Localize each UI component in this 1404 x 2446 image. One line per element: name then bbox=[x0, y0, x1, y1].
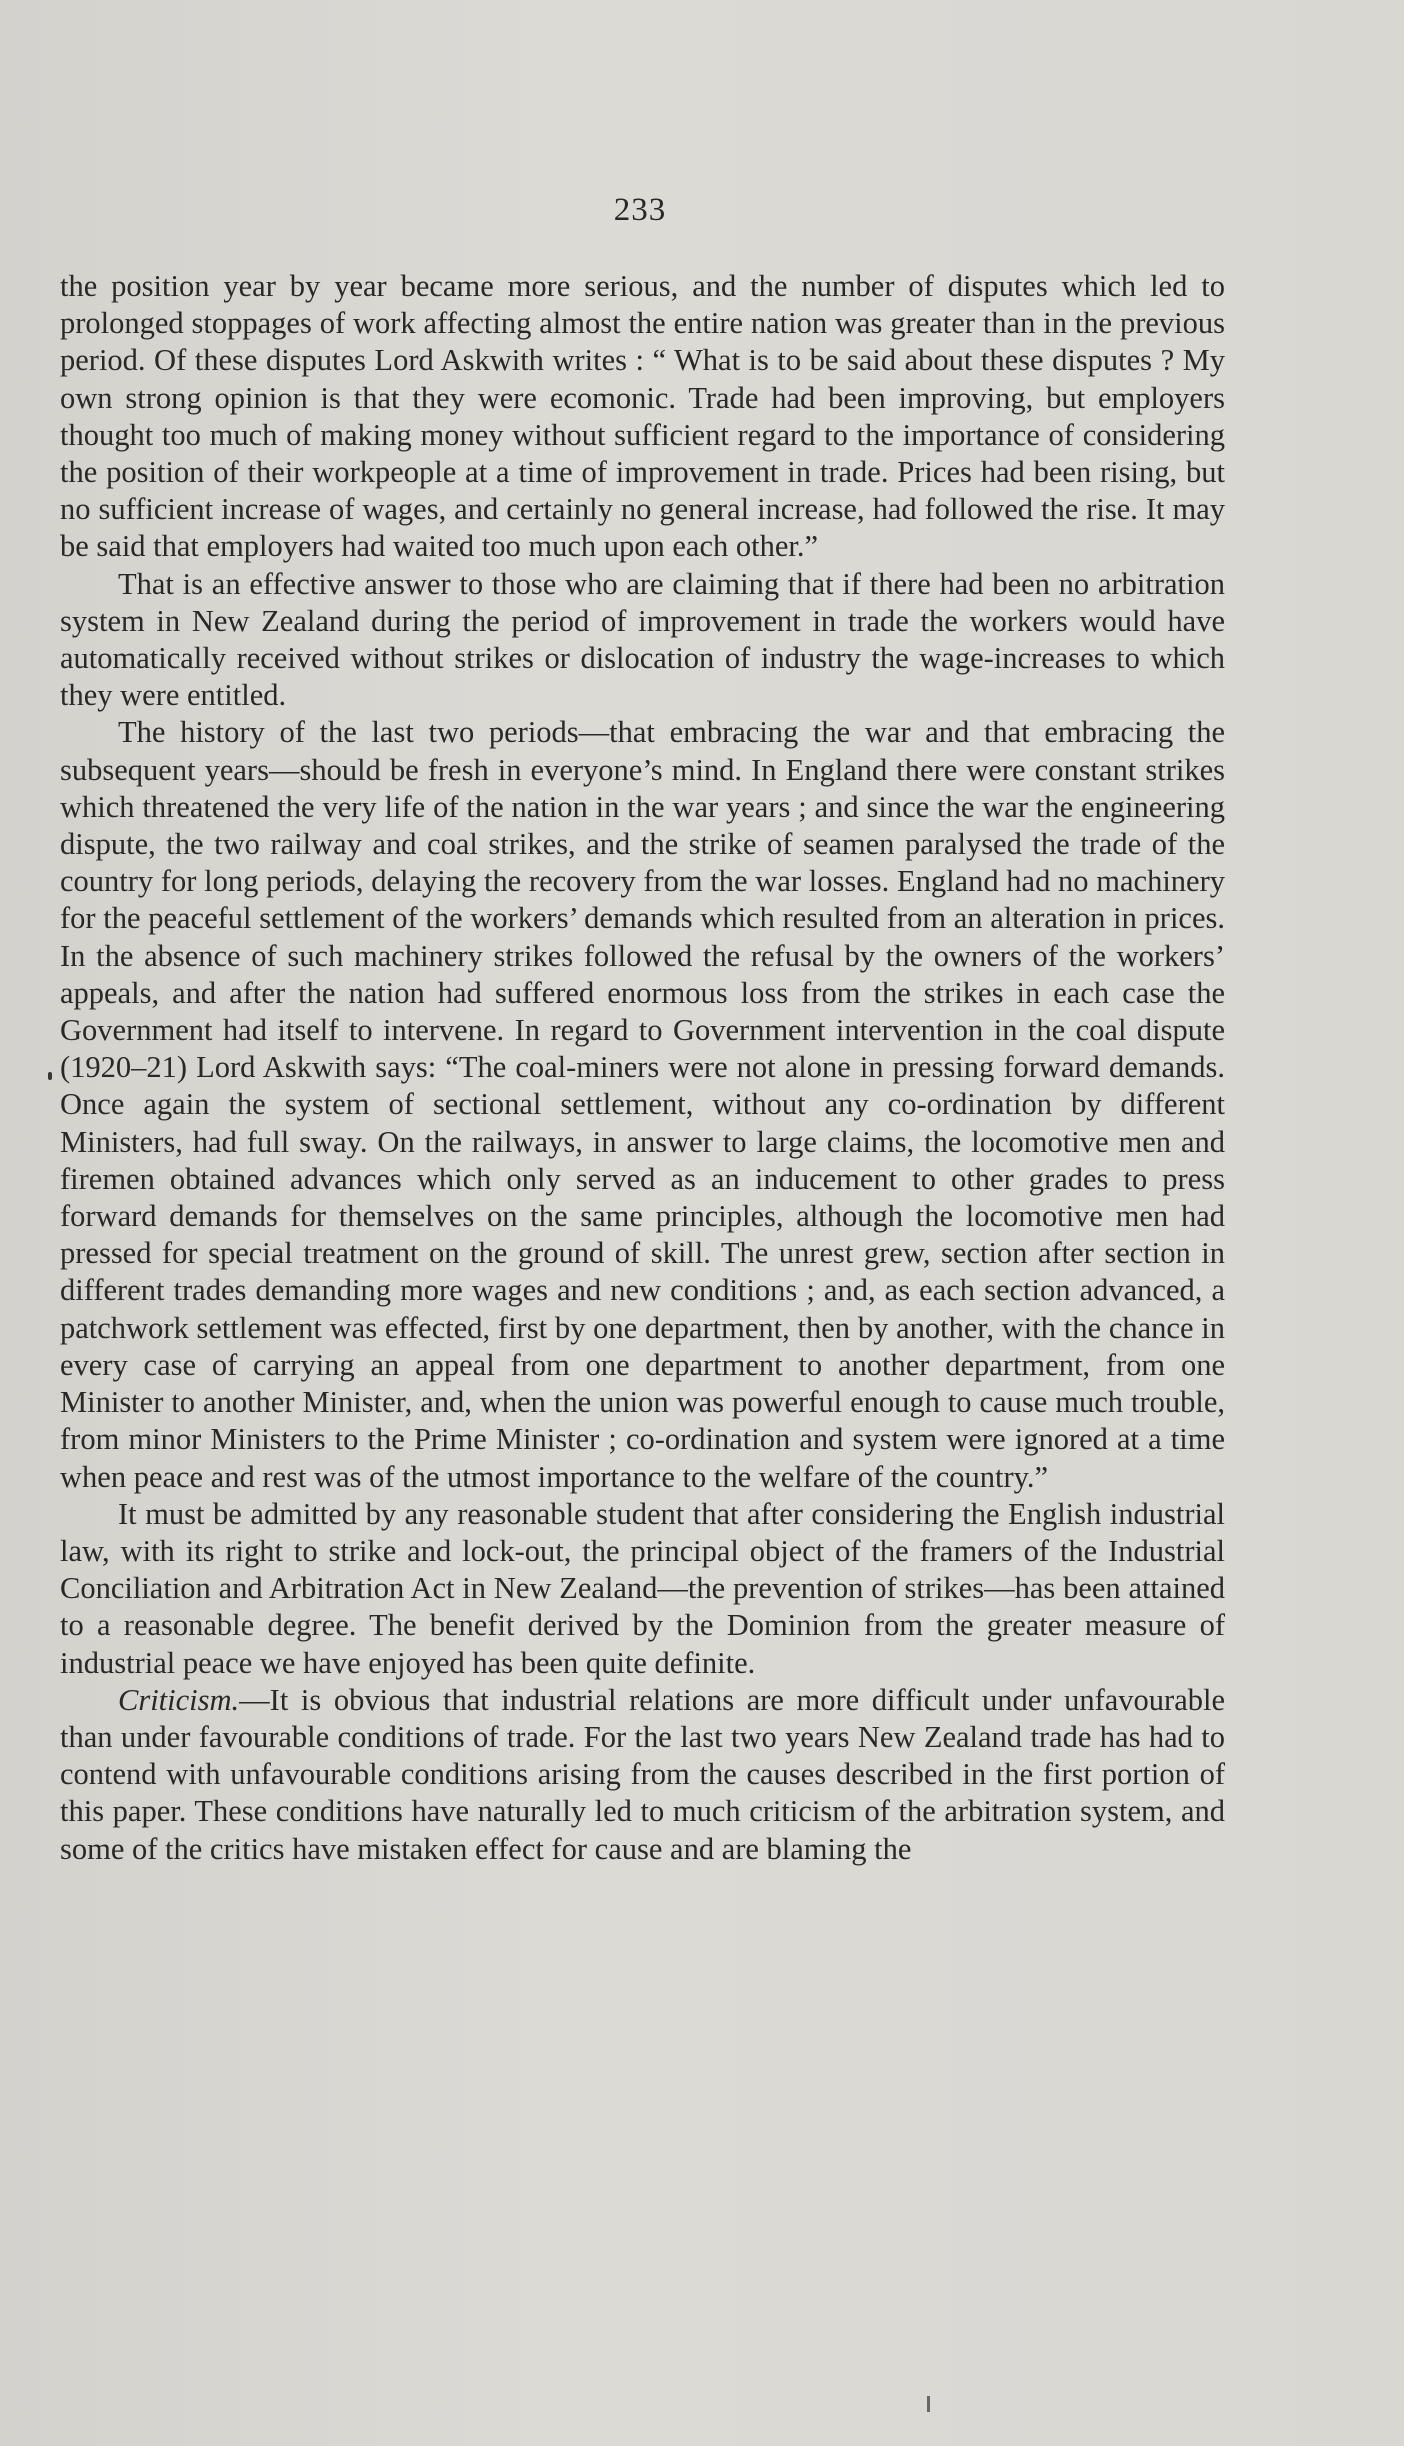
margin-mark bbox=[48, 1072, 52, 1080]
run-in-heading: Criticism. bbox=[118, 1682, 240, 1717]
paragraph-1: the position year by year became more serious, and the number of disputes which led to prolonged stoppages of work affecting almost the entire nation was greater than in the previous period. Of these disputes Lord Askwith writes : “ What is to be said about these disputes ? My own strong opinion is that they were ecomonic. Trade had been improving, but employers thought too much of making money without sufficient regard to the importance of considering the position of their workpeople at a time of improvement in trade. Prices had been rising, but no sufficient increase of wages, and certainly no general increase, had followed the rise. It may be said that employers had waited too much upon each other.” bbox=[60, 269, 1225, 564]
page-number: 233 bbox=[613, 192, 667, 228]
paragraph-5 bbox=[60, 1682, 1225, 1868]
paragraph-3: The history of the last two periods—that embracing the war and that embracing the subsequent years—should be fresh in everyone’s mind. In England there were constant strikes which threatened the very life of the nation in the war years ; and since the war the engineering dispute, the two railway and coal strikes, and the strike of seamen paralysed the trade of the country for long periods, delaying the recovery from the war losses. England had no machinery for the peaceful settlement of the workers’ demands which resulted from an alteration in prices. In the absence of such machinery strikes followed the refusal by the owners of the workers’ appeals, and after the nation had suffered enormous loss from the strikes in each case the Government had itself to intervene. In regard to Government intervention in the coal dispute (1920–21) Lord Askwith says: “The coal-miners were not alone in pressing forward demands. Once again the system of sectional settlement, without any co-ordination by different Ministers, had full sway. On the railways, in answer to large claims, the locomotive men and firemen obtained advances which only served as an inducement to other grades to press forward demands for themselves on the same principles, although the locomotive men had pressed for special treatment on the ground of skill. The unrest grew, section after section in different trades demanding more wages and new conditions ; and, as each section advanced, a patchwork settlement was effected, first by one department, then by another, with the chance in every case of carrying an appeal from one department to another department, from one Minister to another Minister, and, when the union was powerful enough to cause much trouble, from minor Ministers to the Prime Minister ; co-ordination and system were ignored at a time when peace and rest was of the utmost importance to the welfare of the country.” bbox=[60, 715, 1225, 1494]
footer-mark bbox=[927, 2396, 930, 2412]
paragraph-5-text: —It is obvious that industrial relations are more difficult under unfavourable than under favourable conditions of trade. For the last two years New Zealand trade has had to contend with unfavourable conditions arising from the causes described in the first portion of this paper. These conditions have naturally led to much criticism of the arbitration system, and some of the critics have mistaken effect for cause and are blaming the bbox=[60, 1682, 1225, 1866]
body-text bbox=[60, 268, 1225, 1868]
paragraph-4: It must be admitted by any reasonable student that after considering the English industrial law, with its right to strike and lock-out, the principal object of the framers of the Industrial Conciliation and Arbitration Act in New Zealand—the prevention of strikes—has been attained to a reasonable degree. The benefit derived by the Dominion from the greater measure of industrial peace we have enjoyed has been quite definite. bbox=[60, 1496, 1225, 1680]
paragraph-2: That is an effective answer to those who are claiming that if there had been no arbitration system in New Zealand during the period of improvement in trade the workers would have automatically received without strikes or dislocation of industry the wage-increases to which they were entitled. bbox=[60, 566, 1225, 713]
